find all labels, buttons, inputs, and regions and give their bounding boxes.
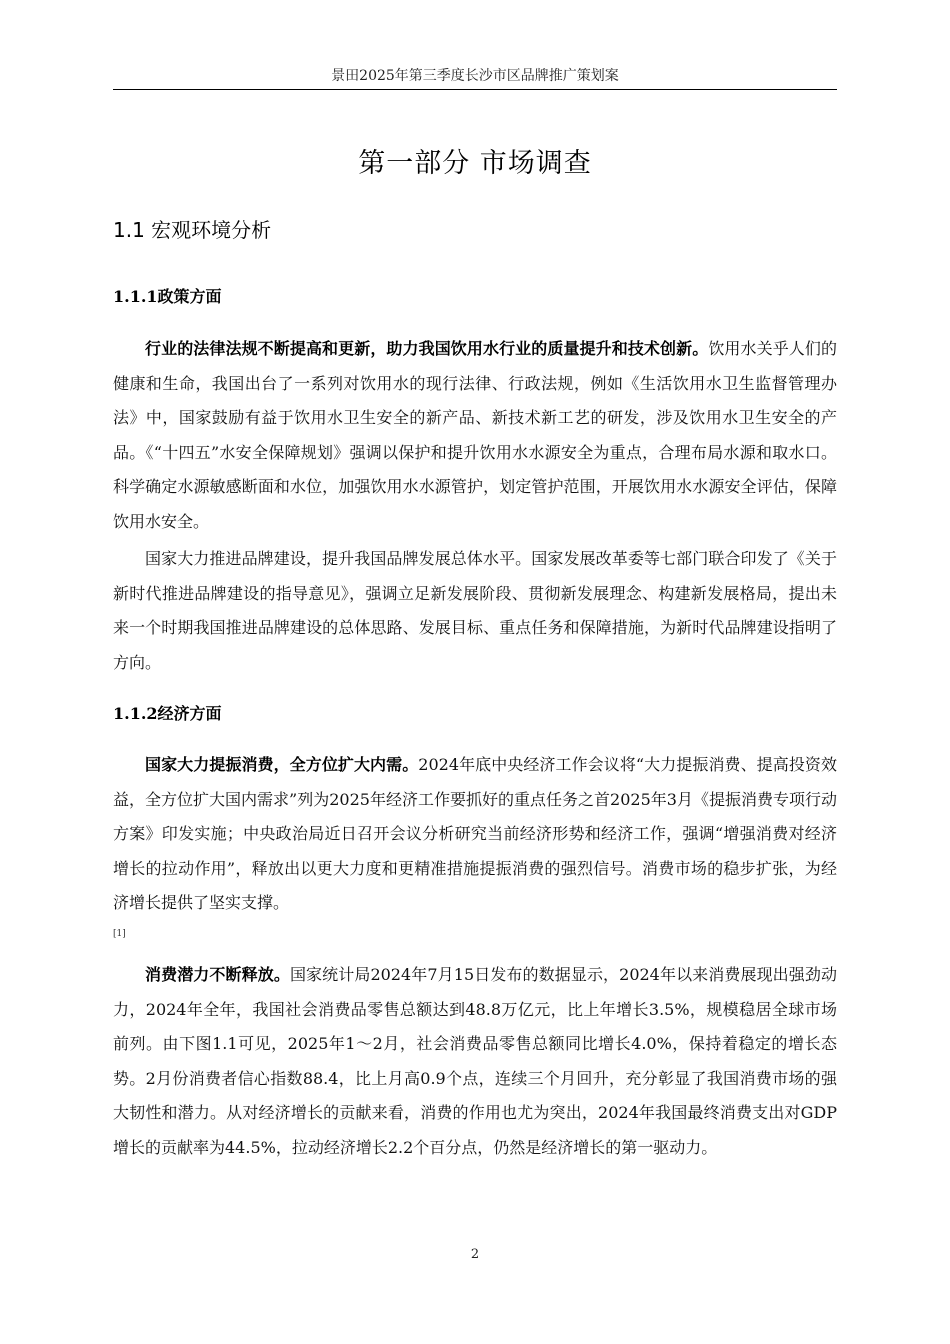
economy-paragraph-1-lead: 国家大力提振消费，全方位扩大内需。 <box>145 755 419 774</box>
footnote-reference[interactable]: [1] <box>113 929 126 939</box>
policy-paragraph-1-lead: 行业的法律法规不断提高和更新，助力我国饮用水行业的质量提升和技术创新。 <box>145 339 709 358</box>
section-heading-1-1: 1.1 宏观环境分析 <box>113 218 272 242</box>
economy-paragraph-1-body: 2024年底中央经济工作会议将“大力提振消费、提高投资效益，全方位扩大国内需求”列为2025年经济工作要抓好的重点任务之首2025年3月《提振消费专项行动方案》印发实施；中央政治局近日召开会议分析研究当前经济形势和经济工作，强调“增强消费对经济增长的拉动作用”，释放出以更大力度和更精准措施提振消费的强烈信号。消费市场的稳步扩张，为经济增长提供了坚实支撑。 <box>113 755 837 912</box>
policy-paragraph-1 <box>113 332 837 539</box>
policy-paragraph-2: 国家大力推进品牌建设，提升我国品牌发展总体水平。国家发展改革委等七部门联合印发了《关于新时代推进品牌建设的指导意见》，强调立足新发展阶段、贯彻新发展理念、构建新发展格局，提出未来一个时期我国推进品牌建设的总体思路、发展目标、重点任务和保障措施，为新时代品牌建设指明了方向。 <box>113 549 837 672</box>
header-rule <box>113 89 837 90</box>
economy-paragraph-2 <box>113 958 837 1165</box>
policy-paragraph-1-body: 饮用水关乎人们的健康和生命，我国出台了一系列对饮用水的现行法律、行政法规，例如《生活饮用水卫生监督管理办法》中，国家鼓励有益于饮用水卫生安全的新产品、新技术新工艺的研发，涉及饮用水卫生安全的产品。《“十四五”水安全保障规划》强调以保护和提升饮用水水源安全为重点，合理布局水源和取水口。科学确定水源敏感断面和水位，加强饮用水水源管护，划定管护范围，开展饮用水水源安全评估，保障饮用水安全。 <box>113 339 837 531</box>
economy-paragraph-1 <box>113 748 837 921</box>
page-number: 2 <box>470 1247 480 1262</box>
part-title: 第一部分 市场调查 <box>358 148 592 179</box>
subsection-heading-1-1-1: 1.1.1政策方面 <box>113 287 222 306</box>
economy-paragraph-2-lead: 消费潜力不断释放。 <box>145 965 290 984</box>
running-header: 景田2025年第三季度长沙市区品牌推广策划案 <box>331 68 619 84</box>
economy-paragraph-2-body: 国家统计局2024年7月15日发布的数据显示，2024年以来消费展现出强劲动力，2024年全年，我国社会消费品零售总额达到48.8万亿元，比上年增长3.5%，规模稳居全球市场前列。由下图1.1可见，2025年1～2月，社会消费品零售总额同比增长4.0%，保持着稳定的增长态势。2月份消费者信心指数88.4，比上月高0.9个点，连续三个月回升，充分彰显了我国消费市场的强大韧性和潜力。从对经济增长的贡献来看，消费的作用也尤为突出，2024年我国最终消费支出对GDP增长的贡献率为44.5%，拉动经济增长2.2个百分点，仍然是经济增长的第一驱动力。 <box>113 965 837 1157</box>
subsection-heading-1-1-2: 1.1.2经济方面 <box>113 704 222 723</box>
